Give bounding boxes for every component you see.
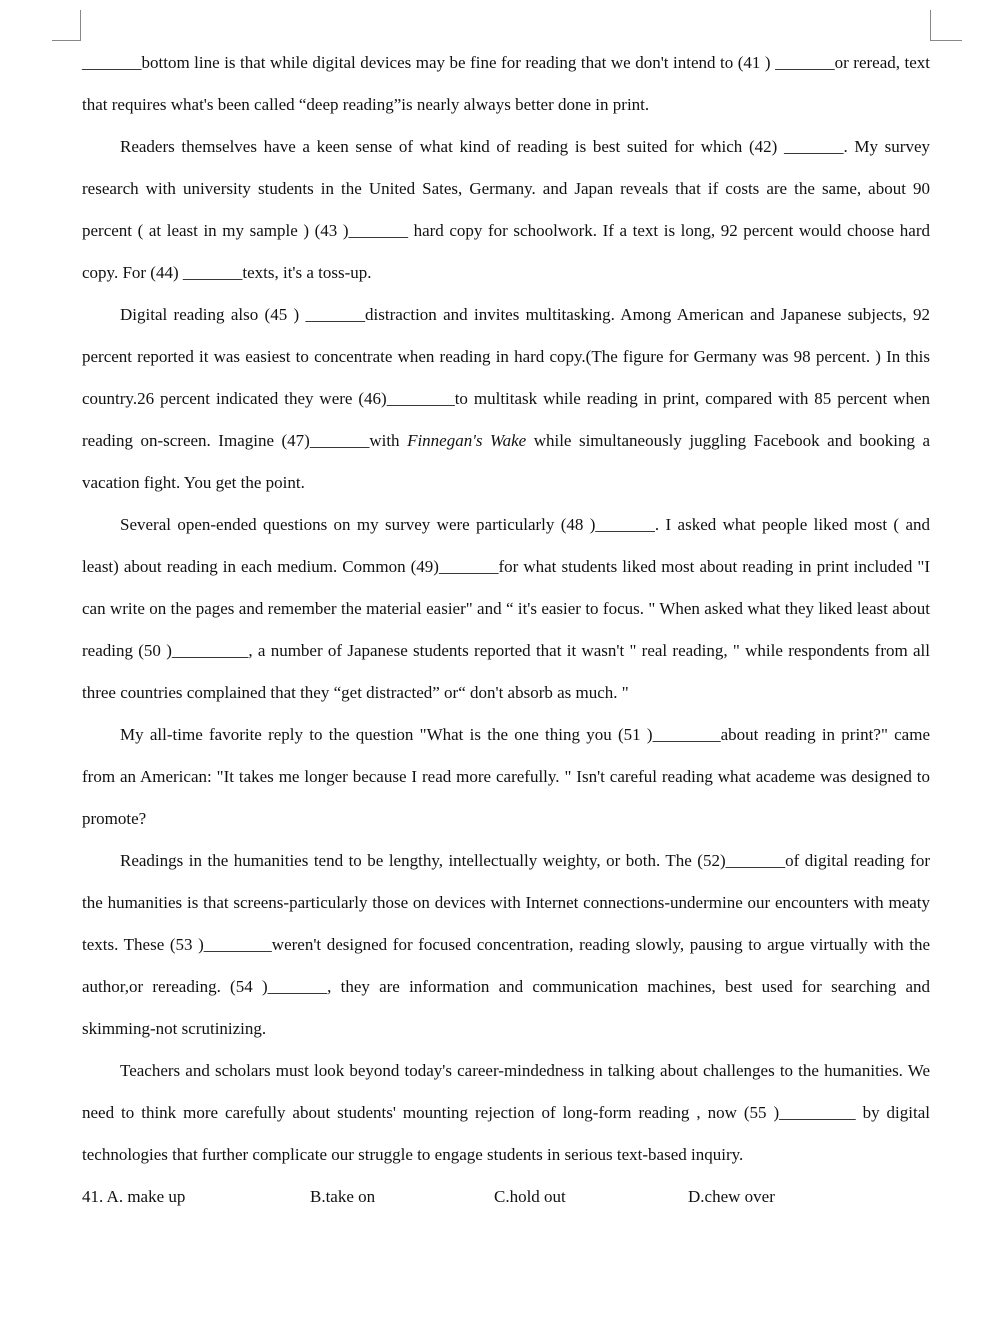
paragraph-6: Readings in the humanities tend to be lengthy, intellectually weighty, or both. The (52)_______of digital reading for the humanities is that screens-particularly those on devices with Internet connections-undermine our encounters with meaty texts. These (53 )________weren't designed for focused concentration, reading slowly, pausing to argue virtually with the author,or rereading. (54 )_______, they are information and communication machines, best used for searching and skimming-not scrutinizing. [82, 851, 930, 1038]
document-body [82, 42, 930, 1218]
paragraph-2: Readers themselves have a keen sense of what kind of reading is best suited for which (42) _______. My survey research with university students in the United Sates, Germany. and Japan reveals that if costs are the same, about 90 percent ( at least in my sample ) (43 )_______ hard copy for schoolwork. If a text is long, 92 percent would choose hard copy. For (44) _______texts, it's a toss-up. [82, 137, 930, 282]
paragraph-3-part-b: while simultaneously juggling Facebook and booking a vacation fight. You get the point. [82, 431, 931, 492]
option-a: 41. A. make up [82, 1187, 186, 1206]
paragraph-5: My all-time favorite reply to the question "What is the one thing you (51 )________about reading in print?" came from an American: "It takes me longer because I read more carefully. " Isn't careful reading what academe was designed to promote? [82, 725, 930, 828]
paragraph-3-part-a: Digital reading also (45 ) _______distraction and invites multitasking. Among American and Japanese subjects, 92 percent reported it was easiest to concentrate when reading in hard copy.(The figure for Germany was 98 percent. ) In this country.26 percent indicated they were (46)________to multitask while reading in print, compared with 85 percent when reading on-screen. Imagine (47)_______with [82, 305, 930, 450]
paragraph-3 [82, 294, 930, 504]
option-b: B.take on [310, 1187, 376, 1206]
question-41-options [82, 1176, 930, 1218]
option-d: D.chew over [688, 1187, 775, 1206]
option-c: C.hold out [494, 1187, 566, 1206]
paragraph-4: Several open-ended questions on my survey were particularly (48 )_______. I asked what people liked most ( and least) about reading in each medium. Common (49)_______for what students liked most about reading in print included "I can write on the pages and remember the material easier" and “ it's easier to focus. " When asked what they liked least about reading (50 )_________, a number of Japanese students reported that it wasn't " real reading, " while respondents from all three countries complained that they “get distracted” or“ don't absorb as much. " [82, 515, 930, 702]
paragraph-1: _______bottom line is that while digital devices may be fine for reading that we don't intend to (41 ) _______or reread, text that requires what's been called “deep reading”is nearly always better done in print. [82, 53, 930, 114]
paragraph-7: Teachers and scholars must look beyond today's career-mindedness in talking about challenges to the humanities. We need to think more carefully about students' mounting rejection of long-form reading , now (55 )_________ by digital technologies that further complicate our struggle to engage students in serious text-based inquiry. [82, 1061, 930, 1164]
book-title: Finnegan's Wake [407, 431, 527, 450]
